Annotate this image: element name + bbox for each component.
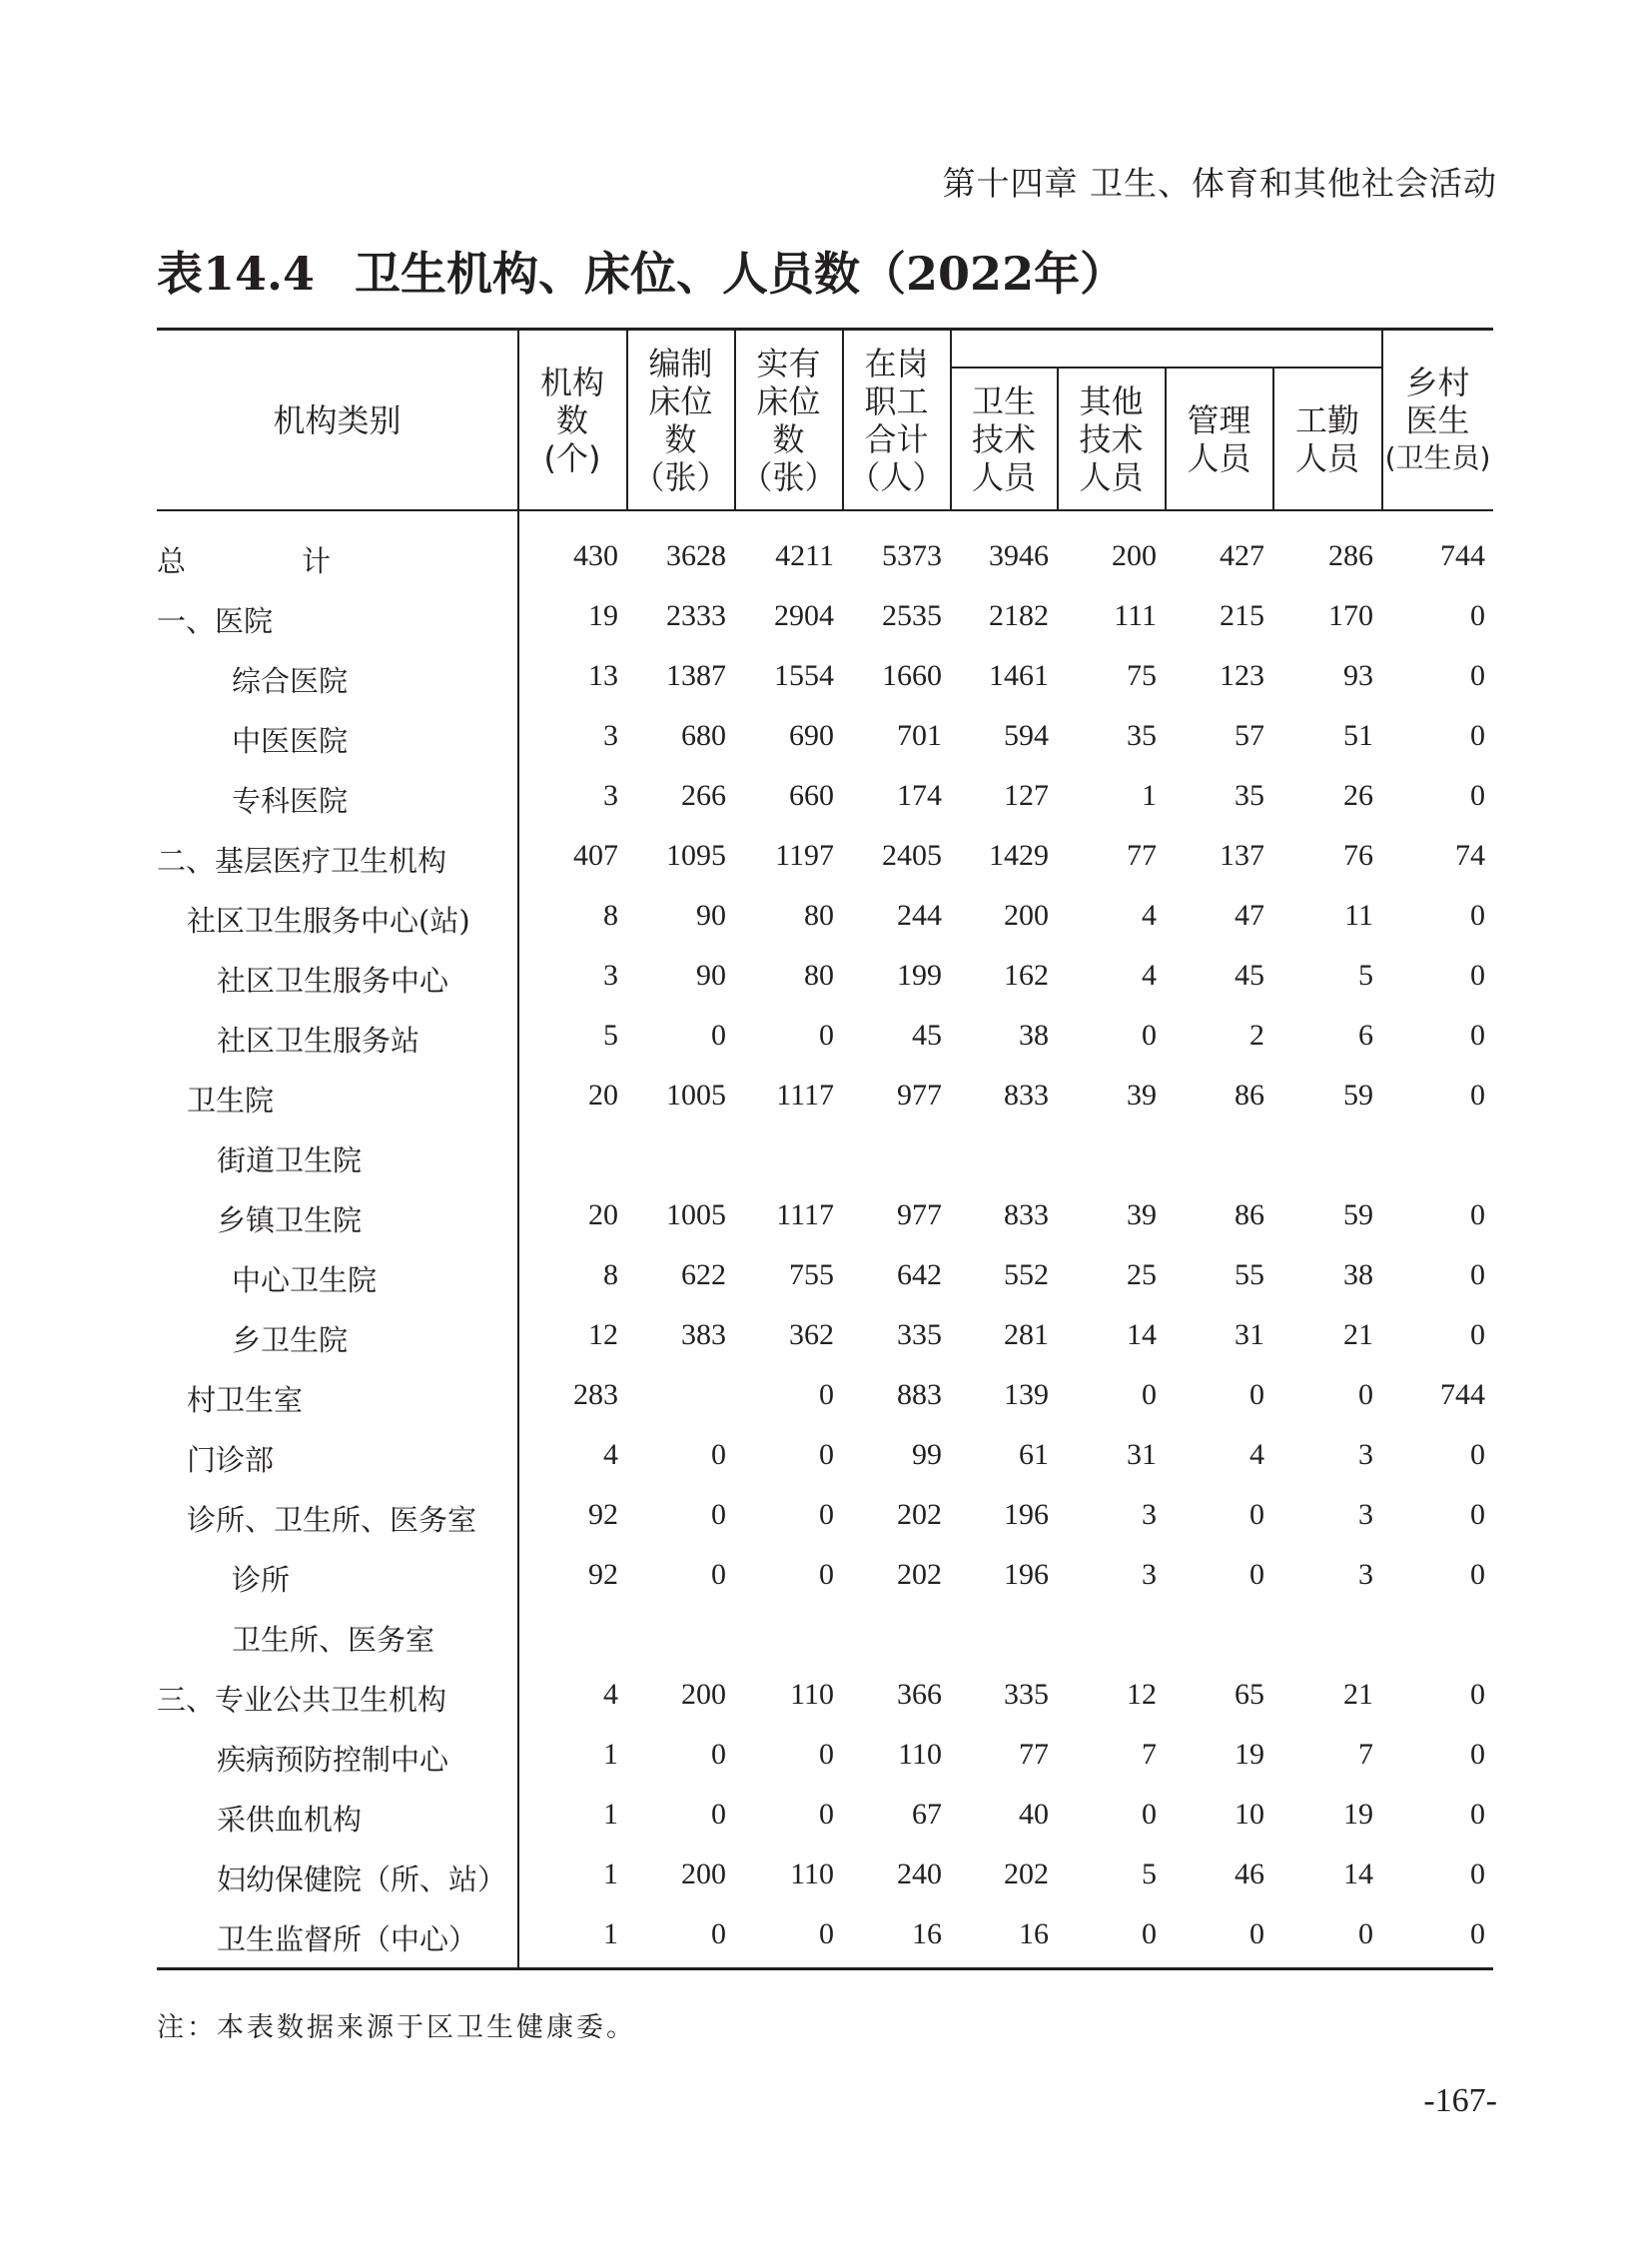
row-value: 11 [1344, 899, 1373, 932]
table-note: 注：本表数据来源于区卫生健康委。 [157, 2012, 636, 2043]
row-label: 乡卫生院 [232, 1323, 349, 1357]
row-value: 0 [1470, 1318, 1485, 1351]
row-value: 883 [897, 1378, 942, 1411]
row-value: 0 [1142, 1917, 1157, 1950]
row-value: 622 [681, 1258, 726, 1291]
header-planned-beds: 编制 床位 数 （张） [632, 344, 729, 496]
row-value: 4 [1142, 959, 1157, 992]
table-row [157, 1558, 1493, 1618]
row-value: 3 [1358, 1558, 1373, 1591]
row-value: 20 [588, 1079, 618, 1112]
page-number: -167- [1423, 2082, 1497, 2119]
row-label: 街道卫生院 [217, 1143, 363, 1177]
row-value: 170 [1328, 599, 1373, 632]
row-value: 1 [1142, 779, 1157, 812]
row-label: 中医医院 [232, 724, 349, 758]
row-label: 采供血机构 [217, 1803, 363, 1837]
row-value: 21 [1343, 1678, 1373, 1711]
row-value: 77 [1019, 1738, 1049, 1771]
row-value: 90 [696, 959, 726, 992]
row-value: 99 [912, 1438, 942, 1471]
row-value: 14 [1343, 1858, 1373, 1890]
table-row [157, 899, 1493, 959]
row-value: 8 [603, 899, 618, 932]
row-value: 2904 [774, 599, 834, 632]
row-value: 430 [573, 539, 618, 572]
row-value: 51 [1343, 719, 1373, 752]
row-value: 0 [1470, 1079, 1485, 1112]
row-value: 199 [897, 959, 942, 992]
row-value: 0 [1142, 1019, 1157, 1052]
row-value: 1197 [775, 839, 834, 872]
row-value: 74 [1455, 839, 1485, 872]
row-value: 200 [1004, 899, 1049, 932]
row-value: 139 [1004, 1378, 1049, 1411]
row-value: 0 [1358, 1378, 1373, 1411]
row-value: 0 [819, 1438, 834, 1471]
row-label: 一、医院 [157, 604, 274, 638]
row-value: 110 [790, 1858, 834, 1890]
row-value: 12 [588, 1318, 618, 1351]
row-value: 977 [897, 1079, 942, 1112]
table-row [157, 1917, 1493, 1977]
row-value: 427 [1220, 539, 1264, 572]
row-value: 92 [588, 1558, 618, 1591]
row-value: 2405 [882, 839, 942, 872]
row-value: 0 [1470, 599, 1485, 632]
row-value: 0 [1249, 1558, 1264, 1591]
row-value: 1117 [776, 1079, 834, 1112]
row-value: 755 [789, 1258, 834, 1291]
row-label: 综合医院 [232, 664, 349, 698]
row-value: 38 [1019, 1019, 1049, 1052]
row-value: 240 [897, 1858, 942, 1890]
row-value: 0 [819, 1738, 834, 1771]
row-value: 0 [1358, 1917, 1373, 1950]
row-value: 123 [1220, 659, 1264, 692]
row-value: 1660 [882, 659, 942, 692]
row-value: 1387 [666, 659, 726, 692]
row-value: 3 [603, 959, 618, 992]
row-value: 0 [1470, 1858, 1485, 1890]
row-value: 690 [789, 719, 834, 752]
row-value: 0 [1142, 1798, 1157, 1831]
header-bottom-rule [157, 509, 1493, 511]
row-value: 111 [1114, 599, 1157, 632]
row-value: 0 [1470, 899, 1485, 932]
header-category: 机构类别 [273, 400, 402, 439]
row-value: 0 [819, 1498, 834, 1531]
row-value: 5373 [882, 539, 942, 572]
header-workers: 工勤 人员 [1294, 400, 1359, 477]
row-value: 701 [897, 719, 942, 752]
table-row [157, 1738, 1493, 1798]
row-value: 4 [1142, 899, 1157, 932]
header-staff-total: 在岗 职工 合计 （人） [848, 344, 945, 496]
row-value: 26 [1343, 779, 1373, 812]
row-value: 594 [1004, 719, 1049, 752]
row-label: 诊所 [232, 1563, 291, 1597]
row-value: 38 [1343, 1258, 1373, 1291]
row-value: 0 [711, 1019, 726, 1052]
row-value: 244 [897, 899, 942, 932]
row-value: 0 [1470, 1019, 1485, 1052]
row-label: 乡镇卫生院 [217, 1203, 363, 1237]
row-value: 57 [1235, 719, 1264, 752]
row-value: 1461 [989, 659, 1049, 692]
row-value: 45 [912, 1019, 942, 1052]
row-value: 0 [1470, 1917, 1485, 1950]
row-value: 383 [681, 1318, 726, 1351]
row-label: 二、基层医疗卫生机构 [157, 844, 447, 878]
row-value: 200 [681, 1858, 726, 1890]
row-value: 0 [1470, 1798, 1485, 1831]
row-value: 833 [1004, 1079, 1049, 1112]
row-value: 362 [789, 1318, 834, 1351]
row-value: 46 [1235, 1858, 1264, 1890]
row-value: 0 [711, 1558, 726, 1591]
row-value: 977 [897, 1198, 942, 1231]
row-value: 215 [1220, 599, 1264, 632]
row-label: 卫生所、医务室 [232, 1623, 435, 1657]
row-value: 25 [1127, 1258, 1157, 1291]
row-value: 19 [1235, 1738, 1264, 1771]
row-value: 0 [1470, 1558, 1485, 1591]
row-value: 10 [1235, 1798, 1264, 1831]
row-value: 0 [1249, 1498, 1264, 1531]
row-value: 0 [819, 1798, 834, 1831]
row-value: 6 [1358, 1019, 1373, 1052]
row-value: 31 [1127, 1438, 1157, 1471]
row-value: 67 [912, 1798, 942, 1831]
row-value: 3 [1142, 1498, 1157, 1531]
table-row [157, 1198, 1493, 1258]
row-label: 三、专业公共卫生机构 [157, 1683, 447, 1717]
row-value: 16 [1019, 1917, 1049, 1950]
row-label: 卫生院 [187, 1084, 275, 1118]
row-value: 39 [1127, 1198, 1157, 1231]
row-value: 202 [897, 1558, 942, 1591]
row-value: 0 [819, 1917, 834, 1950]
row-value: 0 [1470, 1678, 1485, 1711]
row-value: 65 [1235, 1678, 1264, 1711]
table-row [157, 1019, 1493, 1079]
row-value: 80 [804, 899, 834, 932]
row-value: 45 [1235, 959, 1264, 992]
row-value: 162 [1004, 959, 1049, 992]
row-label: 妇幼保健院（所、站） [217, 1863, 507, 1896]
header-health-tech: 卫生 技术 人员 [971, 381, 1036, 496]
row-value: 137 [1220, 839, 1264, 872]
row-value: 19 [588, 599, 618, 632]
row-value: 1554 [774, 659, 834, 692]
row-value: 0 [1470, 719, 1485, 752]
row-value: 35 [1127, 719, 1157, 752]
row-value: 200 [1112, 539, 1157, 572]
row-value: 4 [603, 1438, 618, 1471]
table-row [157, 959, 1493, 1019]
row-value: 202 [1004, 1858, 1049, 1890]
row-value: 335 [1004, 1678, 1049, 1711]
row-label: 社区卫生服务中心 [217, 964, 449, 998]
row-label: 门诊部 [187, 1443, 275, 1477]
row-value: 196 [1004, 1558, 1049, 1591]
row-value: 0 [1249, 1917, 1264, 1950]
row-value: 266 [681, 779, 726, 812]
table-row [157, 659, 1493, 719]
row-label: 村卫生室 [187, 1383, 304, 1417]
row-value: 13 [588, 659, 618, 692]
header-actual-beds: 实有 床位 数 （张） [740, 344, 837, 496]
row-value: 0 [711, 1738, 726, 1771]
row-value: 1005 [666, 1079, 726, 1112]
row-value: 21 [1343, 1318, 1373, 1351]
row-value: 407 [573, 839, 618, 872]
row-value: 642 [897, 1258, 942, 1291]
row-value: 366 [897, 1678, 942, 1711]
row-value: 1 [603, 1738, 618, 1771]
row-value: 7 [1142, 1738, 1157, 1771]
row-value: 286 [1328, 539, 1373, 572]
row-value: 202 [897, 1498, 942, 1531]
row-value: 0 [1470, 1198, 1485, 1231]
row-value: 3 [603, 779, 618, 812]
row-value: 0 [819, 1558, 834, 1591]
table-row [157, 1618, 1493, 1678]
row-value: 127 [1004, 779, 1049, 812]
row-value: 20 [588, 1198, 618, 1231]
row-value: 7 [1358, 1738, 1373, 1771]
row-value: 47 [1235, 899, 1264, 932]
table-row [157, 1498, 1493, 1558]
row-value: 4 [1249, 1438, 1264, 1471]
row-value: 2182 [989, 599, 1049, 632]
row-value: 40 [1019, 1798, 1049, 1831]
row-value: 1005 [666, 1198, 726, 1231]
header-other-tech: 其他 技术 人员 [1079, 381, 1144, 496]
chapter-header: 第十四章 卫生、体育和其他社会活动 [942, 164, 1497, 203]
row-value: 2333 [666, 599, 726, 632]
header-management: 管理 人员 [1187, 400, 1251, 477]
row-value: 110 [898, 1738, 942, 1771]
table-row [157, 1079, 1493, 1138]
row-value: 90 [696, 899, 726, 932]
row-value: 0 [1470, 659, 1485, 692]
row-value: 0 [1249, 1378, 1264, 1411]
row-value: 1117 [776, 1198, 834, 1231]
row-value: 3 [1358, 1498, 1373, 1531]
row-value: 76 [1343, 839, 1373, 872]
table-row [157, 1438, 1493, 1498]
row-value: 3 [1142, 1558, 1157, 1591]
row-value: 110 [790, 1678, 834, 1711]
row-value: 1429 [989, 839, 1049, 872]
row-value: 2535 [882, 599, 942, 632]
row-value: 283 [573, 1378, 618, 1411]
row-value: 75 [1127, 659, 1157, 692]
row-value: 833 [1004, 1198, 1049, 1231]
row-value: 0 [711, 1498, 726, 1531]
row-value: 8 [603, 1258, 618, 1291]
row-value: 86 [1235, 1079, 1264, 1112]
row-value: 1 [603, 1858, 618, 1890]
row-value: 0 [1470, 1438, 1485, 1471]
table-title-text: 卫生机构、床位、人员数（2022年） [355, 247, 1127, 301]
table-row [157, 1318, 1493, 1378]
row-value: 3 [603, 719, 618, 752]
table-row [157, 839, 1493, 899]
row-label: 专科医院 [232, 784, 349, 818]
row-value: 4 [603, 1678, 618, 1711]
row-value: 0 [1470, 779, 1485, 812]
row-value: 196 [1004, 1498, 1049, 1531]
row-value: 335 [897, 1318, 942, 1351]
row-value: 174 [897, 779, 942, 812]
table-row [157, 1798, 1493, 1858]
row-value: 5 [603, 1019, 618, 1052]
table-row [157, 719, 1493, 779]
row-value: 680 [681, 719, 726, 752]
table-row [157, 1258, 1493, 1318]
row-label: 社区卫生服务站 [217, 1024, 420, 1058]
row-value: 86 [1235, 1198, 1264, 1231]
row-value: 4211 [775, 539, 834, 572]
row-value: 744 [1440, 539, 1485, 572]
row-value: 5 [1358, 959, 1373, 992]
row-label: 疾病预防控制中心 [217, 1743, 449, 1777]
row-value: 281 [1004, 1318, 1049, 1351]
header-institutions: 机构 数 (个) [539, 363, 604, 477]
row-value: 5 [1142, 1858, 1157, 1890]
row-value: 80 [804, 959, 834, 992]
table-row [157, 1858, 1493, 1917]
row-value: 1095 [666, 839, 726, 872]
row-value: 3946 [989, 539, 1049, 572]
row-value: 0 [819, 1019, 834, 1052]
row-label: 总 计 [157, 544, 332, 578]
row-value: 55 [1235, 1258, 1264, 1291]
table-row [157, 1378, 1493, 1438]
row-value: 59 [1343, 1079, 1373, 1112]
row-value: 93 [1343, 659, 1373, 692]
row-value: 12 [1127, 1678, 1157, 1711]
row-value: 19 [1343, 1798, 1373, 1831]
row-value: 552 [1004, 1258, 1049, 1291]
row-value: 3 [1358, 1438, 1373, 1471]
row-value: 14 [1127, 1318, 1157, 1351]
row-value: 35 [1235, 779, 1264, 812]
row-value: 0 [711, 1798, 726, 1831]
table-row [157, 1678, 1493, 1738]
row-value: 59 [1343, 1198, 1373, 1231]
row-label: 诊所、卫生所、医务室 [187, 1503, 477, 1537]
table-row [157, 1138, 1493, 1198]
row-value: 744 [1440, 1378, 1485, 1411]
row-label: 中心卫生院 [232, 1263, 378, 1297]
row-value: 61 [1019, 1438, 1049, 1471]
table-row [157, 779, 1493, 839]
row-value: 200 [681, 1678, 726, 1711]
row-value: 16 [912, 1917, 942, 1950]
row-value: 92 [588, 1498, 618, 1531]
table-row [157, 539, 1493, 599]
row-value: 3628 [666, 539, 726, 572]
row-value: 1 [603, 1917, 618, 1950]
table-number: 表14.4 [157, 247, 316, 301]
row-value: 0 [819, 1378, 834, 1411]
row-value: 2 [1249, 1019, 1264, 1052]
row-value: 39 [1127, 1079, 1157, 1112]
row-value: 0 [1470, 1738, 1485, 1771]
row-value: 0 [711, 1438, 726, 1471]
row-value: 0 [1470, 1498, 1485, 1531]
row-value: 77 [1127, 839, 1157, 872]
row-label: 社区卫生服务中心(站) [187, 904, 470, 938]
row-label: 卫生监督所（中心） [217, 1922, 478, 1956]
row-value: 1 [603, 1798, 618, 1831]
row-value: 0 [1142, 1378, 1157, 1411]
row-value: 31 [1235, 1318, 1264, 1351]
row-value: 0 [711, 1917, 726, 1950]
row-value: 0 [1470, 1258, 1485, 1291]
table-title [157, 238, 1126, 304]
table-row [157, 599, 1493, 659]
row-value: 0 [1470, 959, 1485, 992]
header-village-doctors: 乡村 医生 (卫生员) [1384, 363, 1491, 474]
row-value: 660 [789, 779, 834, 812]
